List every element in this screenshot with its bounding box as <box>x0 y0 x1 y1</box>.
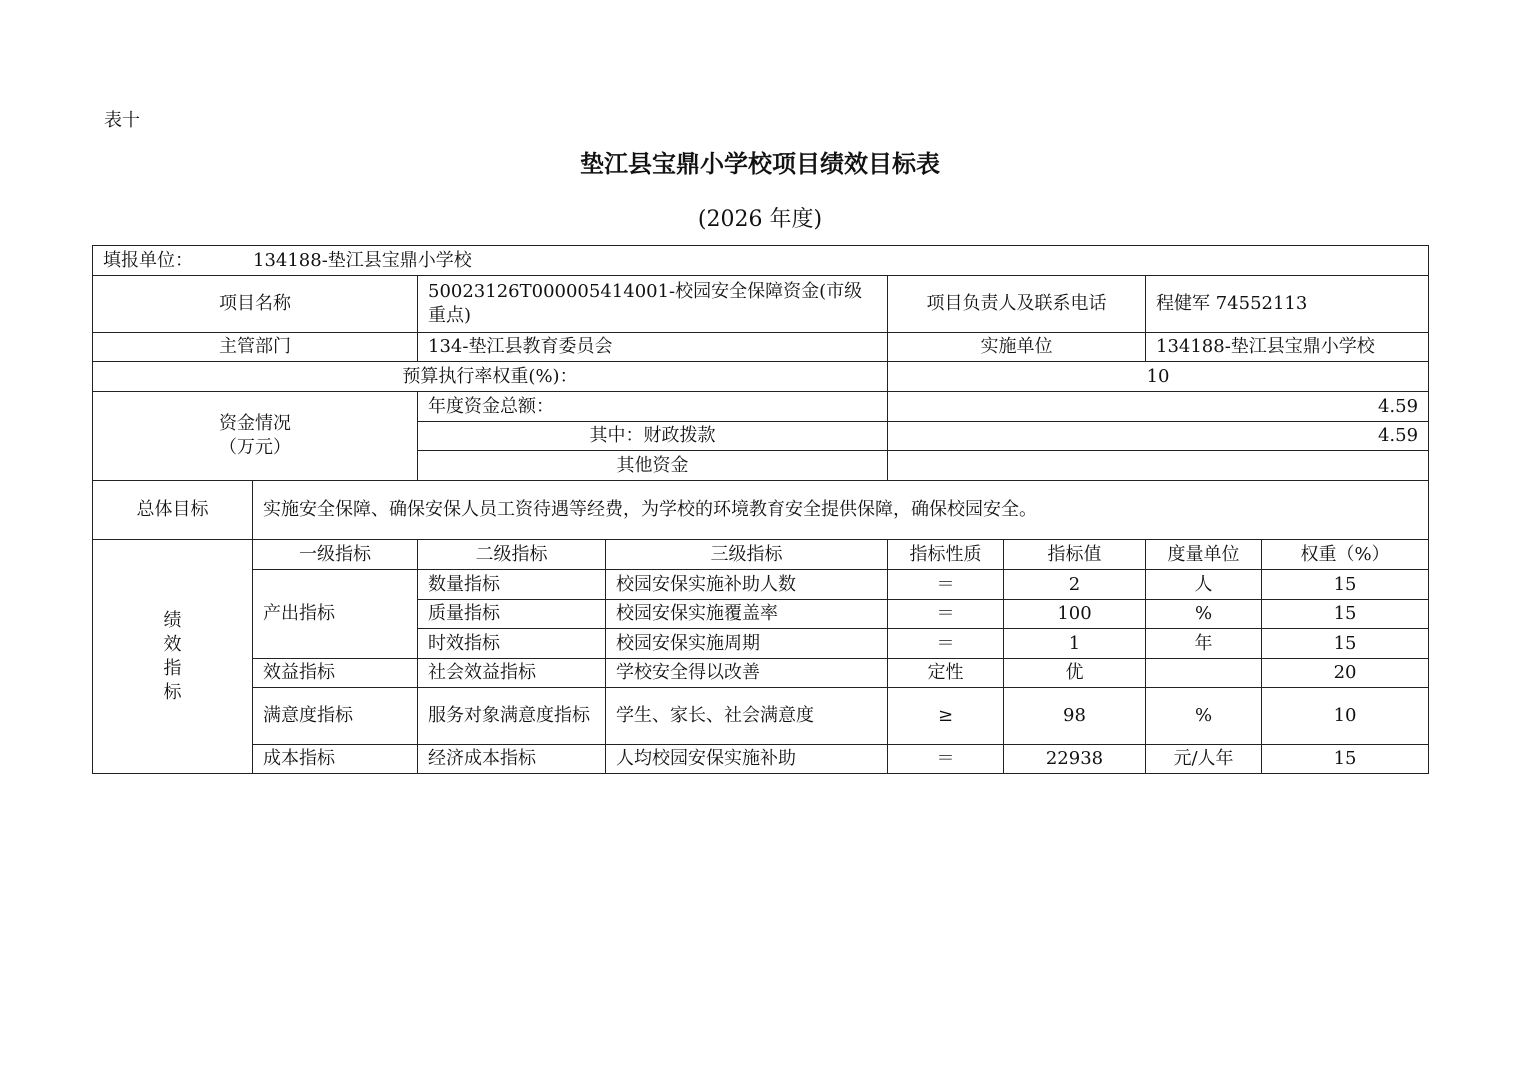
budget-weight-value: 10 <box>888 362 1429 392</box>
side-char: 标 <box>163 681 182 703</box>
header-unit: 度量单位 <box>1146 540 1262 570</box>
side-char: 绩 <box>163 609 182 631</box>
filing-unit-row <box>93 246 1429 276</box>
level1-cell: 效益指标 <box>253 659 418 688</box>
value-cell: 2 <box>1004 570 1146 600</box>
level3-cell: 学生、家长、社会满意度 <box>606 688 888 745</box>
overall-goal-row <box>93 481 1429 540</box>
implementing-unit-value: 134188-垫江县宝鼎小学校 <box>1146 333 1429 362</box>
unit-cell: 元/人年 <box>1146 745 1262 774</box>
value-cell: 98 <box>1004 688 1146 745</box>
funds-fiscal-label: 其中：财政拨款 <box>418 422 888 451</box>
unit-cell: % <box>1146 600 1262 629</box>
project-name-row <box>93 276 1429 333</box>
level3-cell: 校园安保实施补助人数 <box>606 570 888 600</box>
nature-cell: ≥ <box>888 688 1004 745</box>
level1-cell: 成本指标 <box>253 745 418 774</box>
funds-total-row <box>93 392 1429 422</box>
value-cell: 22938 <box>1004 745 1146 774</box>
nature-cell: 定性 <box>888 659 1004 688</box>
header-nature: 指标性质 <box>888 540 1004 570</box>
level2-cell: 数量指标 <box>418 570 606 600</box>
header-value: 指标值 <box>1004 540 1146 570</box>
level3-cell: 人均校园安保实施补助 <box>606 745 888 774</box>
department-row <box>93 333 1429 362</box>
unit-cell <box>1146 659 1262 688</box>
unit-cell: % <box>1146 688 1262 745</box>
filing-unit-label: 填报单位： <box>103 249 193 271</box>
level3-cell: 学校安全得以改善 <box>606 659 888 688</box>
filing-unit-value: 134188-垫江县宝鼎小学校 <box>253 249 472 271</box>
level3-cell: 校园安保实施周期 <box>606 629 888 659</box>
implementing-unit-label: 实施单位 <box>888 333 1146 362</box>
weight-cell: 15 <box>1262 745 1429 774</box>
funds-other-value <box>888 451 1429 481</box>
value-cell: 优 <box>1004 659 1146 688</box>
page-title: 垫江县宝鼎小学校项目绩效目标表 <box>580 150 940 178</box>
nature-cell: ＝ <box>888 745 1004 774</box>
filing-unit-cell <box>93 246 1429 276</box>
header-level3: 三级指标 <box>606 540 888 570</box>
funds-fiscal-value: 4.59 <box>888 422 1429 451</box>
table-row <box>93 570 1429 600</box>
overall-goal-text: 实施安全保障、确保安保人员工资待遇等经费，为学校的环境教育安全提供保障，确保校园安全。 <box>253 481 1429 540</box>
header-level2: 二级指标 <box>418 540 606 570</box>
value-cell: 100 <box>1004 600 1146 629</box>
weight-cell: 10 <box>1262 688 1429 745</box>
budget-weight-row <box>93 362 1429 392</box>
table-row <box>93 659 1429 688</box>
level3-cell: 校园安保实施覆盖率 <box>606 600 888 629</box>
performance-target-table <box>92 245 1429 774</box>
budget-weight-label: 预算执行率权重(%)： <box>93 362 888 392</box>
table-number-label: 表十 <box>104 110 140 131</box>
overall-goal-label: 总体目标 <box>93 481 253 540</box>
output-indicator-label: 产出指标 <box>253 570 418 659</box>
value-cell: 1 <box>1004 629 1146 659</box>
project-contact-value: 程健军 74552113 <box>1146 276 1429 333</box>
unit-cell: 年 <box>1146 629 1262 659</box>
funds-total-value: 4.59 <box>888 392 1429 422</box>
unit-cell: 人 <box>1146 570 1262 600</box>
header-weight: 权重（%） <box>1262 540 1429 570</box>
department-label: 主管部门 <box>93 333 418 362</box>
level1-cell: 满意度指标 <box>253 688 418 745</box>
side-char: 指 <box>163 657 182 679</box>
project-name-value: 50023126T000005414001-校园安全保障资金(市级重点) <box>418 276 888 333</box>
level2-cell: 社会效益指标 <box>418 659 606 688</box>
table-row <box>93 688 1429 745</box>
funds-label: 资金情况 <box>219 413 291 434</box>
level2-cell: 质量指标 <box>418 600 606 629</box>
project-name-label: 项目名称 <box>93 276 418 333</box>
level2-cell: 时效指标 <box>418 629 606 659</box>
funds-label-cell <box>93 392 418 481</box>
weight-cell: 15 <box>1262 629 1429 659</box>
performance-indicator-side-label <box>93 540 253 774</box>
project-contact-label: 项目负责人及联系电话 <box>888 276 1146 333</box>
table-row <box>93 745 1429 774</box>
fiscal-year: (2026 年度) <box>697 207 823 232</box>
level2-cell: 服务对象满意度指标 <box>418 688 606 745</box>
funds-total-label: 年度资金总额： <box>418 392 888 422</box>
weight-cell: 15 <box>1262 570 1429 600</box>
funds-unit-label: （万元） <box>219 437 291 458</box>
nature-cell: ＝ <box>888 570 1004 600</box>
header-level1: 一级指标 <box>253 540 418 570</box>
nature-cell: ＝ <box>888 629 1004 659</box>
weight-cell: 15 <box>1262 600 1429 629</box>
funds-other-label: 其他资金 <box>418 451 888 481</box>
side-char: 效 <box>163 633 182 655</box>
weight-cell: 20 <box>1262 659 1429 688</box>
indicator-header-row <box>93 540 1429 570</box>
level2-cell: 经济成本指标 <box>418 745 606 774</box>
department-value: 134-垫江县教育委员会 <box>418 333 888 362</box>
nature-cell: ＝ <box>888 600 1004 629</box>
